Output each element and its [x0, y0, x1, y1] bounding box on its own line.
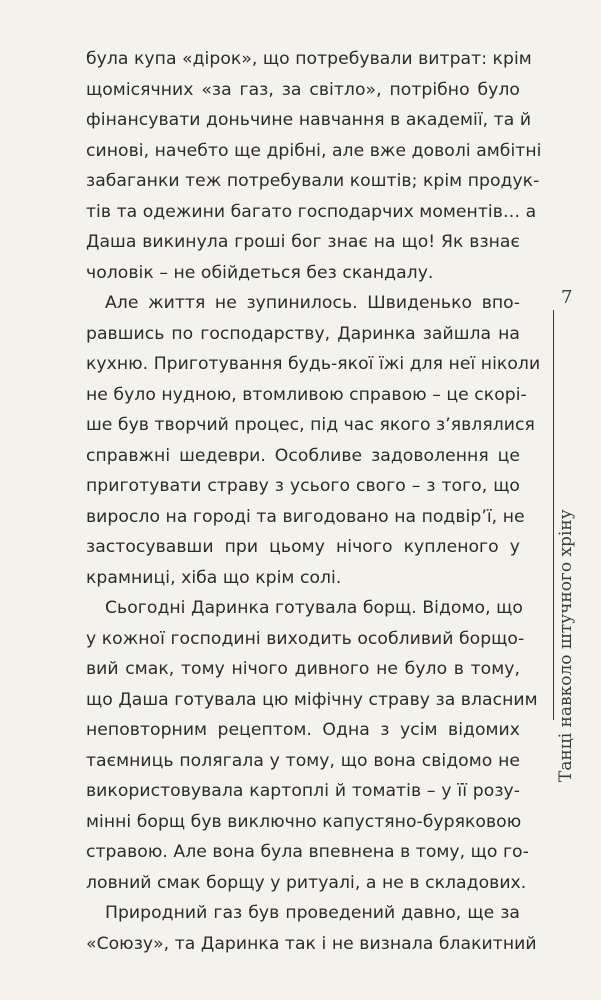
margin-header: [541, 280, 601, 782]
paragraph-first-line: Сьогодні Даринка готувала борщ. Відомо, що: [105, 598, 523, 618]
text-line: крамниці, хіба що крім солі.: [86, 567, 342, 588]
text-line: таємниць полягала у тому, що вона свідомо не: [86, 750, 520, 771]
paragraph-first-line: Природний газ був проведений давно, ще за: [105, 903, 520, 923]
text-line: була купа «дірок», що потребували витрат: крім: [86, 49, 532, 69]
text-line: застосувавши при цьому нічого купленого у: [86, 537, 520, 557]
page-number: 7: [561, 287, 573, 308]
text-line: вий смак, тому нічого дивного не було в тому,: [86, 659, 520, 679]
text-line: фінансувати доньчине навчання в академії, та й: [86, 110, 532, 130]
text-line: синові, начебто ще дрібні, але вже доволі амбітні: [86, 140, 542, 161]
text-line: «Союзу», та Даринка так і не визнала блакитний: [86, 933, 537, 954]
running-head-text: Танці навколо штучного хріну: [556, 508, 576, 782]
text-line: не було нудною, втомливою справою – це скорі-: [86, 384, 527, 405]
text-line: равшись по господарству, Даринка зайшла на: [86, 323, 520, 344]
text-line: стравою. Але вона була впевнена в тому, що го-: [86, 842, 529, 862]
text-line: що Даша готувала цю міфічну страву за власним: [86, 689, 538, 710]
running-head: [555, 508, 595, 782]
text-line: у кожної господині виходить особливий борщо-: [86, 628, 525, 649]
text-line: ловний смак борщу у ритуалі, а не в складових.: [86, 872, 527, 893]
text-line: ше був творчий процес, під час якого з’являлися: [86, 415, 535, 435]
text-line: справжні шедеври. Особливе задоволення це: [86, 445, 520, 466]
margin-rule: [553, 310, 554, 720]
text-line: Даша викинула гроші бог знає на що! Як взнає: [86, 232, 520, 252]
text-line: виросло на городі та вигодовано на подвір’ї, не: [86, 506, 525, 527]
body-text: [86, 44, 542, 959]
text-line: кухню. Приготування будь-якої їжі для неї ніколи: [86, 354, 541, 374]
paragraph-first-line: Але життя не зупинилось. Швиденько впо-: [105, 293, 520, 313]
text-line: тів та одежини багато господарчих моментів… а: [86, 201, 537, 222]
text-line: неповторним рецептом. Одна з усім відомих: [86, 720, 520, 740]
text-line: чоловік – не обійдеться без скандалу.: [86, 262, 434, 283]
text-line: приготувати страву з усього свого – з того, що: [86, 476, 520, 496]
text-line: щомісячних «за газ, за світло», потрібно було: [86, 79, 520, 100]
text-line: мінні борщ був виключно капустяно-буряковою: [86, 811, 522, 832]
text-line: використовувала картоплі й томатів – у її розу-: [86, 781, 520, 801]
text-line: забаганки теж потребували коштів; крім продук-: [86, 171, 540, 191]
